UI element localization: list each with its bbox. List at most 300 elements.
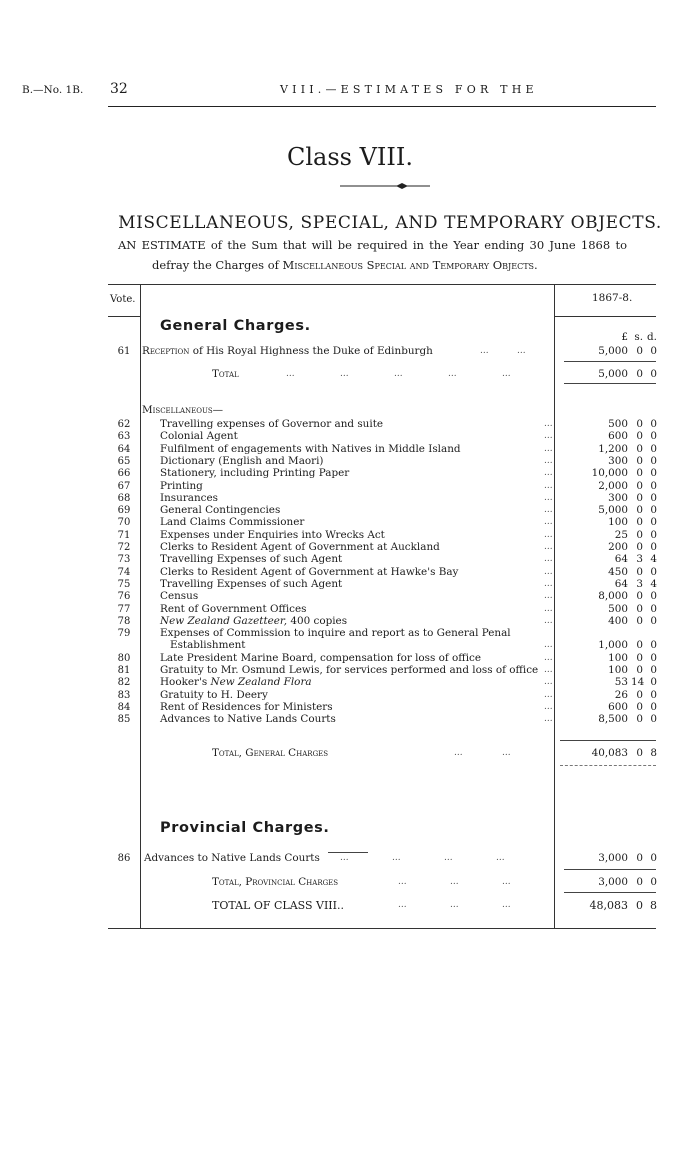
leader-dot: ... (517, 346, 526, 356)
amount-pence: 0 (650, 676, 657, 689)
row-description (160, 443, 461, 456)
vote-number: 73 (117, 554, 131, 566)
vote-number: 67 (117, 480, 131, 492)
description-text: Travelling expenses of Governor and suite (160, 418, 384, 430)
leader-dot: ... (544, 455, 553, 466)
vote-number: 62 (117, 419, 131, 430)
leader-dot: ... (502, 369, 511, 379)
vote-number: 81 (117, 665, 131, 676)
amount-pence: 0 (650, 345, 657, 357)
table-row (108, 664, 656, 677)
amount-shillings: 3 (636, 577, 643, 590)
table-row (108, 418, 656, 431)
leader-dot: ... (544, 419, 553, 429)
amount-shillings: 0 (636, 528, 643, 541)
total-provincial-label: Total, Provincial Charges (212, 876, 339, 888)
amount-pence: 4 (650, 577, 657, 590)
amount-pence: 0 (650, 418, 657, 430)
description-text: General Contingencies (160, 504, 281, 517)
amount-pence: 0 (650, 516, 657, 529)
total-row (108, 876, 656, 889)
vote-number: 86 (117, 853, 131, 864)
description-text: Printing (160, 479, 203, 492)
leader-dot: ... (544, 554, 553, 565)
amount-pounds: 5,000 (598, 504, 628, 517)
table-top-rule (108, 284, 656, 285)
leader-dot: ... (544, 701, 553, 712)
table-row (108, 566, 656, 579)
leader-dots (286, 368, 556, 381)
description-text: Census (160, 590, 199, 603)
total-label: Total (212, 368, 239, 380)
row-description (160, 541, 440, 554)
leader-dots (544, 603, 564, 616)
leader-dots (544, 615, 564, 628)
amount-pounds: 100 (608, 651, 628, 664)
amount-pounds: 200 (608, 541, 628, 553)
class-title: Class VIII. (286, 143, 413, 171)
amount-pence: 0 (650, 688, 657, 701)
leader-dot: ... (544, 566, 553, 577)
leader-dot: ... (448, 369, 457, 379)
vote-number: 65 (117, 455, 131, 467)
row-description (160, 492, 218, 505)
amount-pence: 0 (650, 467, 657, 480)
row-description (160, 553, 342, 566)
misc-heading-row (108, 404, 656, 417)
description-text: Travelling Expenses of such Agent (160, 577, 343, 590)
description-text: Clerks to Resident Agent of Government at Auckland (160, 541, 440, 553)
amount-pence: 0 (650, 614, 657, 627)
amount-pounds: 8,000 (598, 590, 628, 603)
pence-unit: d. (647, 331, 657, 343)
row-description (160, 603, 306, 616)
amount-pounds: 64 (614, 553, 628, 566)
leader-dot: ... (398, 877, 407, 887)
description-italic: New Zealand Flora (210, 676, 312, 689)
table-row (108, 345, 656, 358)
leader-dot: ... (544, 542, 553, 552)
leader-dot: ... (502, 877, 511, 887)
description-text: Expenses of Commission to inquire and report as to General Penal (160, 627, 511, 640)
vote-number: 72 (117, 542, 131, 553)
vote-number: 83 (117, 689, 131, 701)
header-rule (108, 106, 656, 107)
grand-total-label: TOTAL OF CLASS VIII.. (212, 899, 344, 912)
leader-dot: ... (340, 853, 349, 863)
leader-dots (544, 504, 564, 517)
table-row-continuation (108, 639, 656, 652)
table-row (108, 430, 656, 443)
document-reference: B.—No. 1B. (22, 84, 84, 96)
table-row (108, 852, 656, 865)
amount-shillings: 14 (631, 676, 645, 689)
leader-dots (544, 492, 564, 505)
leader-dot: ... (544, 615, 553, 626)
leader-dots (544, 676, 564, 689)
description-text: Gratuity to H. Deery (160, 688, 268, 701)
table-row (108, 480, 656, 493)
vote-number: 75 (117, 578, 131, 590)
amount-shillings: 0 (636, 541, 643, 553)
amount-pounds: 25 (614, 528, 628, 541)
leader-dot: ... (544, 714, 553, 725)
row-description (160, 455, 324, 468)
leader-dot: ... (454, 748, 463, 758)
amount-pence: 4 (650, 553, 657, 566)
amount-shillings: 0 (636, 430, 643, 443)
leader-dot: ... (544, 468, 553, 479)
description-text: Travelling Expenses of such Agent (160, 553, 343, 566)
leader-dots (544, 578, 564, 591)
table-row (108, 713, 656, 726)
leader-dots (454, 747, 554, 760)
shillings-unit: s. (634, 331, 643, 343)
row-description (160, 627, 511, 640)
amount-shillings: 0 (636, 454, 643, 467)
amount-pence: 0 (650, 368, 657, 380)
leader-dots (398, 876, 554, 889)
leader-dots (544, 701, 564, 714)
table-row (108, 627, 656, 640)
vote-number: 64 (117, 443, 131, 455)
amount-pence: 0 (650, 454, 657, 467)
leader-dots (544, 566, 564, 579)
amount-pence: 0 (650, 700, 657, 713)
vote-number: 71 (117, 529, 131, 541)
amount-pounds: 53 (614, 676, 628, 689)
table-row (108, 615, 656, 628)
leader-dots (544, 480, 564, 493)
description-italic: New Zealand Gazetteer, (160, 614, 288, 627)
subtotal-rule (564, 892, 656, 893)
leader-dot: ... (544, 665, 553, 675)
leader-dots (544, 652, 564, 665)
leader-dots (544, 467, 564, 480)
amount-pounds: 450 (608, 565, 628, 578)
amount-shillings: 0 (636, 345, 643, 357)
row-description (160, 504, 280, 517)
amount-pounds: 500 (608, 602, 628, 615)
row-description (160, 418, 383, 431)
amount-pounds: 400 (608, 614, 628, 627)
amount-shillings: 0 (636, 442, 643, 455)
description-text: Late President Marine Board, compensation for loss of office (160, 651, 481, 664)
amount-pence: 0 (650, 541, 657, 553)
row-description (160, 578, 342, 591)
description-text: Gratuity to Mr. Osmund Lewis, for services performed and loss of office (160, 664, 539, 676)
leader-dot: ... (340, 369, 349, 379)
leader-dot: ... (496, 853, 505, 863)
amount-pounds: 1,000 (598, 639, 628, 652)
amount-shillings: 0 (636, 368, 643, 380)
amount-pounds: 300 (608, 454, 628, 467)
leader-dot: ... (544, 689, 553, 700)
leader-dot: ... (544, 677, 553, 688)
reception-word: Reception (142, 345, 190, 357)
table-row (108, 504, 656, 517)
running-header (22, 80, 658, 100)
amount-shillings: 0 (636, 899, 643, 912)
vote-number: 74 (117, 566, 131, 578)
amount-pence: 0 (650, 639, 657, 652)
amount-shillings: 0 (636, 418, 643, 430)
amount-shillings: 0 (636, 479, 643, 492)
leader-dot: ... (502, 900, 511, 910)
amount-shillings: 0 (636, 590, 643, 603)
leader-dots (544, 639, 564, 652)
amount-pounds: 3,000 (598, 852, 628, 864)
vote-header-rule (108, 316, 140, 317)
leader-dot: ... (502, 748, 511, 758)
running-head-title: VIII.—ESTIMATES FOR THE (280, 83, 538, 96)
amount-pence: 0 (650, 442, 657, 455)
table-row (108, 701, 656, 714)
vote-number: 82 (117, 677, 131, 689)
page-number: 32 (110, 81, 128, 97)
table-row (108, 443, 656, 456)
leader-dots (544, 689, 564, 702)
amount-pence: 8 (650, 747, 657, 759)
grand-total-row (108, 899, 656, 912)
amount-shillings: 0 (636, 688, 643, 701)
amount-pence: 0 (650, 602, 657, 615)
leader-dots (544, 553, 564, 566)
amount-pounds: 40,083 (591, 747, 628, 759)
description-text: Stationery, including Printing Paper (160, 467, 350, 480)
row-description (160, 652, 481, 665)
leader-dot: ... (286, 369, 295, 379)
row-description (160, 713, 336, 726)
leader-dot: ... (544, 529, 553, 540)
amount-shillings: 3 (636, 553, 643, 566)
leader-dots (544, 443, 564, 456)
vote-number: 69 (117, 505, 131, 517)
amount-shillings: 0 (636, 565, 643, 578)
amount-pounds: 600 (608, 700, 628, 713)
amount-shillings: 0 (636, 664, 643, 676)
description-text: Fulfilment of engagements with Natives in Middle Island (160, 442, 461, 455)
row-description (160, 566, 458, 579)
leader-dots (544, 430, 564, 443)
vote-number: 68 (117, 492, 131, 504)
row-description (160, 701, 333, 714)
amount-pounds: 5,000 (598, 368, 628, 380)
pounds-unit: £ (621, 331, 628, 343)
table-row (108, 455, 656, 468)
amount-shillings: 0 (636, 876, 643, 888)
subtotal-rule (564, 869, 656, 870)
table-row (108, 553, 656, 566)
ornament-divider (340, 181, 430, 191)
description-text: Expenses under Enquiries into Wrecks Act (160, 528, 385, 541)
vote-column-header: Vote. (110, 294, 136, 305)
leader-dot: ... (544, 578, 553, 589)
table-row (108, 516, 656, 529)
leader-dots (544, 713, 564, 726)
row-description (160, 516, 304, 529)
description-continuation: Establishment (170, 639, 246, 652)
leader-dots (544, 590, 564, 603)
vote-number: 76 (117, 591, 131, 603)
amount-pounds: 48,083 (589, 899, 628, 912)
row-description (160, 430, 238, 443)
row-description: Advances to Native Lands Courts (144, 852, 320, 864)
vote-number: 78 (117, 615, 131, 627)
amount-pounds: 10,000 (591, 467, 628, 480)
subtotal-rule (564, 361, 656, 362)
leader-dot: ... (544, 505, 553, 516)
amount-pence: 0 (650, 528, 657, 541)
amount-shillings: 0 (636, 852, 643, 864)
amount-pence: 0 (650, 430, 657, 443)
leader-dot: ... (544, 603, 553, 614)
leader-dot: ... (450, 900, 459, 910)
description-text: Rent of Government Offices (160, 602, 307, 615)
row-description (160, 467, 349, 480)
total-general-label: Total, General Charges (212, 747, 329, 759)
provincial-charges-heading: Provincial Charges. (160, 820, 330, 836)
description-text: 400 copies (287, 614, 348, 627)
leader-dot: ... (450, 877, 459, 887)
vote-number: 79 (117, 628, 131, 640)
amount-shillings: 0 (636, 491, 643, 504)
amount-pounds: 3,000 (598, 876, 628, 888)
main-heading: MISCELLANEOUS, SPECIAL, AND TEMPORARY OBJECTS. (118, 213, 662, 233)
amount-pence: 0 (650, 713, 657, 726)
amount-pence: 0 (650, 651, 657, 664)
leader-dot: ... (444, 853, 453, 863)
amount-pounds: 300 (608, 491, 628, 504)
amount-pounds: 2,000 (598, 479, 628, 492)
subtotal-rule (560, 765, 656, 766)
table-row (108, 467, 656, 480)
leader-dots (544, 418, 564, 431)
amount-pounds: 26 (614, 688, 628, 701)
leader-dot: ... (480, 346, 489, 356)
row-description (160, 590, 198, 603)
leader-dot: ... (544, 517, 553, 528)
amount-shillings: 0 (636, 639, 643, 652)
leader-dot: ... (394, 369, 403, 379)
total-row (108, 368, 656, 381)
amount-pounds: 8,500 (598, 713, 628, 726)
amount-shillings: 0 (636, 602, 643, 615)
leader-dot: ... (544, 591, 553, 602)
general-charges-heading: General Charges. (160, 318, 311, 334)
misc-heading: Miscellaneous— (142, 404, 224, 416)
total-row (108, 747, 656, 760)
amount-pounds: 500 (608, 418, 628, 430)
vote-number: 77 (117, 603, 131, 615)
estimate-line-2 (152, 258, 538, 272)
estimate-line-1: AN ESTIMATE of the Sum that will be required in the Year ending 30 June 1868 to (118, 238, 627, 252)
amount-pounds: 1,200 (598, 442, 628, 455)
description-text: Colonial Agent (160, 430, 238, 443)
table-row (108, 652, 656, 665)
leader-dots (544, 541, 564, 554)
leader-dot: ... (544, 431, 553, 442)
leader-dot: ... (544, 443, 553, 454)
description-text: Insurances (160, 491, 218, 504)
row-description (160, 480, 203, 493)
amount-pence: 0 (650, 852, 657, 864)
vote-number: 84 (117, 701, 131, 713)
amount-pence: 8 (650, 899, 657, 912)
row-description (160, 529, 385, 542)
description-text: Hooker's (160, 676, 211, 689)
table-row (108, 492, 656, 505)
leader-dots (544, 455, 564, 468)
amount-pence: 0 (650, 479, 657, 492)
amount-pence: 0 (650, 876, 657, 888)
leader-dots (544, 529, 564, 542)
vote-number: 70 (117, 517, 131, 529)
row-description (142, 345, 433, 358)
table-bottom-rule (108, 928, 656, 929)
amount-shillings: 0 (636, 713, 643, 726)
leader-dots (340, 852, 554, 865)
amount-pounds: 64 (614, 577, 628, 590)
subtotal-rule (564, 383, 656, 384)
vote-number: 66 (117, 468, 131, 480)
amount-shillings: 0 (636, 614, 643, 627)
amount-shillings: 0 (636, 747, 643, 759)
leader-dot: ... (544, 640, 553, 651)
leader-dot: ... (544, 652, 553, 663)
description-text: Clerks to Resident Agent of Government at Hawke's Bay (160, 565, 459, 578)
row-description (160, 664, 538, 677)
amount-pence: 0 (650, 491, 657, 504)
amount-pounds: 600 (608, 430, 628, 443)
amount-shillings: 0 (636, 504, 643, 517)
amount-pence: 0 (650, 565, 657, 578)
reception-rest: of His Royal Highness the Duke of Edinburgh (189, 345, 433, 357)
amount-pence: 0 (650, 504, 657, 517)
description-text: Dictionary (English and Maori) (160, 454, 324, 467)
row-description (160, 615, 347, 628)
amount-shillings: 0 (636, 516, 643, 529)
amount-shillings: 0 (636, 467, 643, 480)
year-column-header: 1867-8. (592, 292, 633, 304)
estimate-line-2-objects: Miscellaneous Special and Temporary Objects. (282, 258, 538, 272)
amount-pence: 0 (650, 664, 657, 676)
row-description (160, 676, 312, 689)
vote-number: 80 (117, 652, 131, 664)
leader-dot: ... (392, 853, 401, 863)
leader-dots (544, 664, 564, 677)
vote-number: 61 (117, 346, 131, 357)
units-row (108, 331, 656, 344)
table-row (108, 590, 656, 603)
estimate-line-2-prefix: defray the Charges of (152, 258, 283, 272)
table-row (108, 603, 656, 616)
amount-pounds: 5,000 (598, 345, 628, 357)
leader-dots (398, 899, 554, 912)
subtotal-rule (560, 740, 656, 741)
table-row (108, 541, 656, 554)
amount-pence: 0 (650, 590, 657, 603)
table-row (108, 676, 656, 689)
leader-dot: ... (544, 492, 553, 503)
amount-pounds: 100 (608, 516, 628, 529)
table-row (108, 689, 656, 702)
description-text: Advances to Native Lands Courts (160, 713, 336, 726)
vote-number: 85 (117, 714, 131, 726)
row-description (160, 689, 268, 702)
amount-pounds: 100 (608, 664, 628, 676)
description-text: Land Claims Commissioner (160, 516, 305, 529)
